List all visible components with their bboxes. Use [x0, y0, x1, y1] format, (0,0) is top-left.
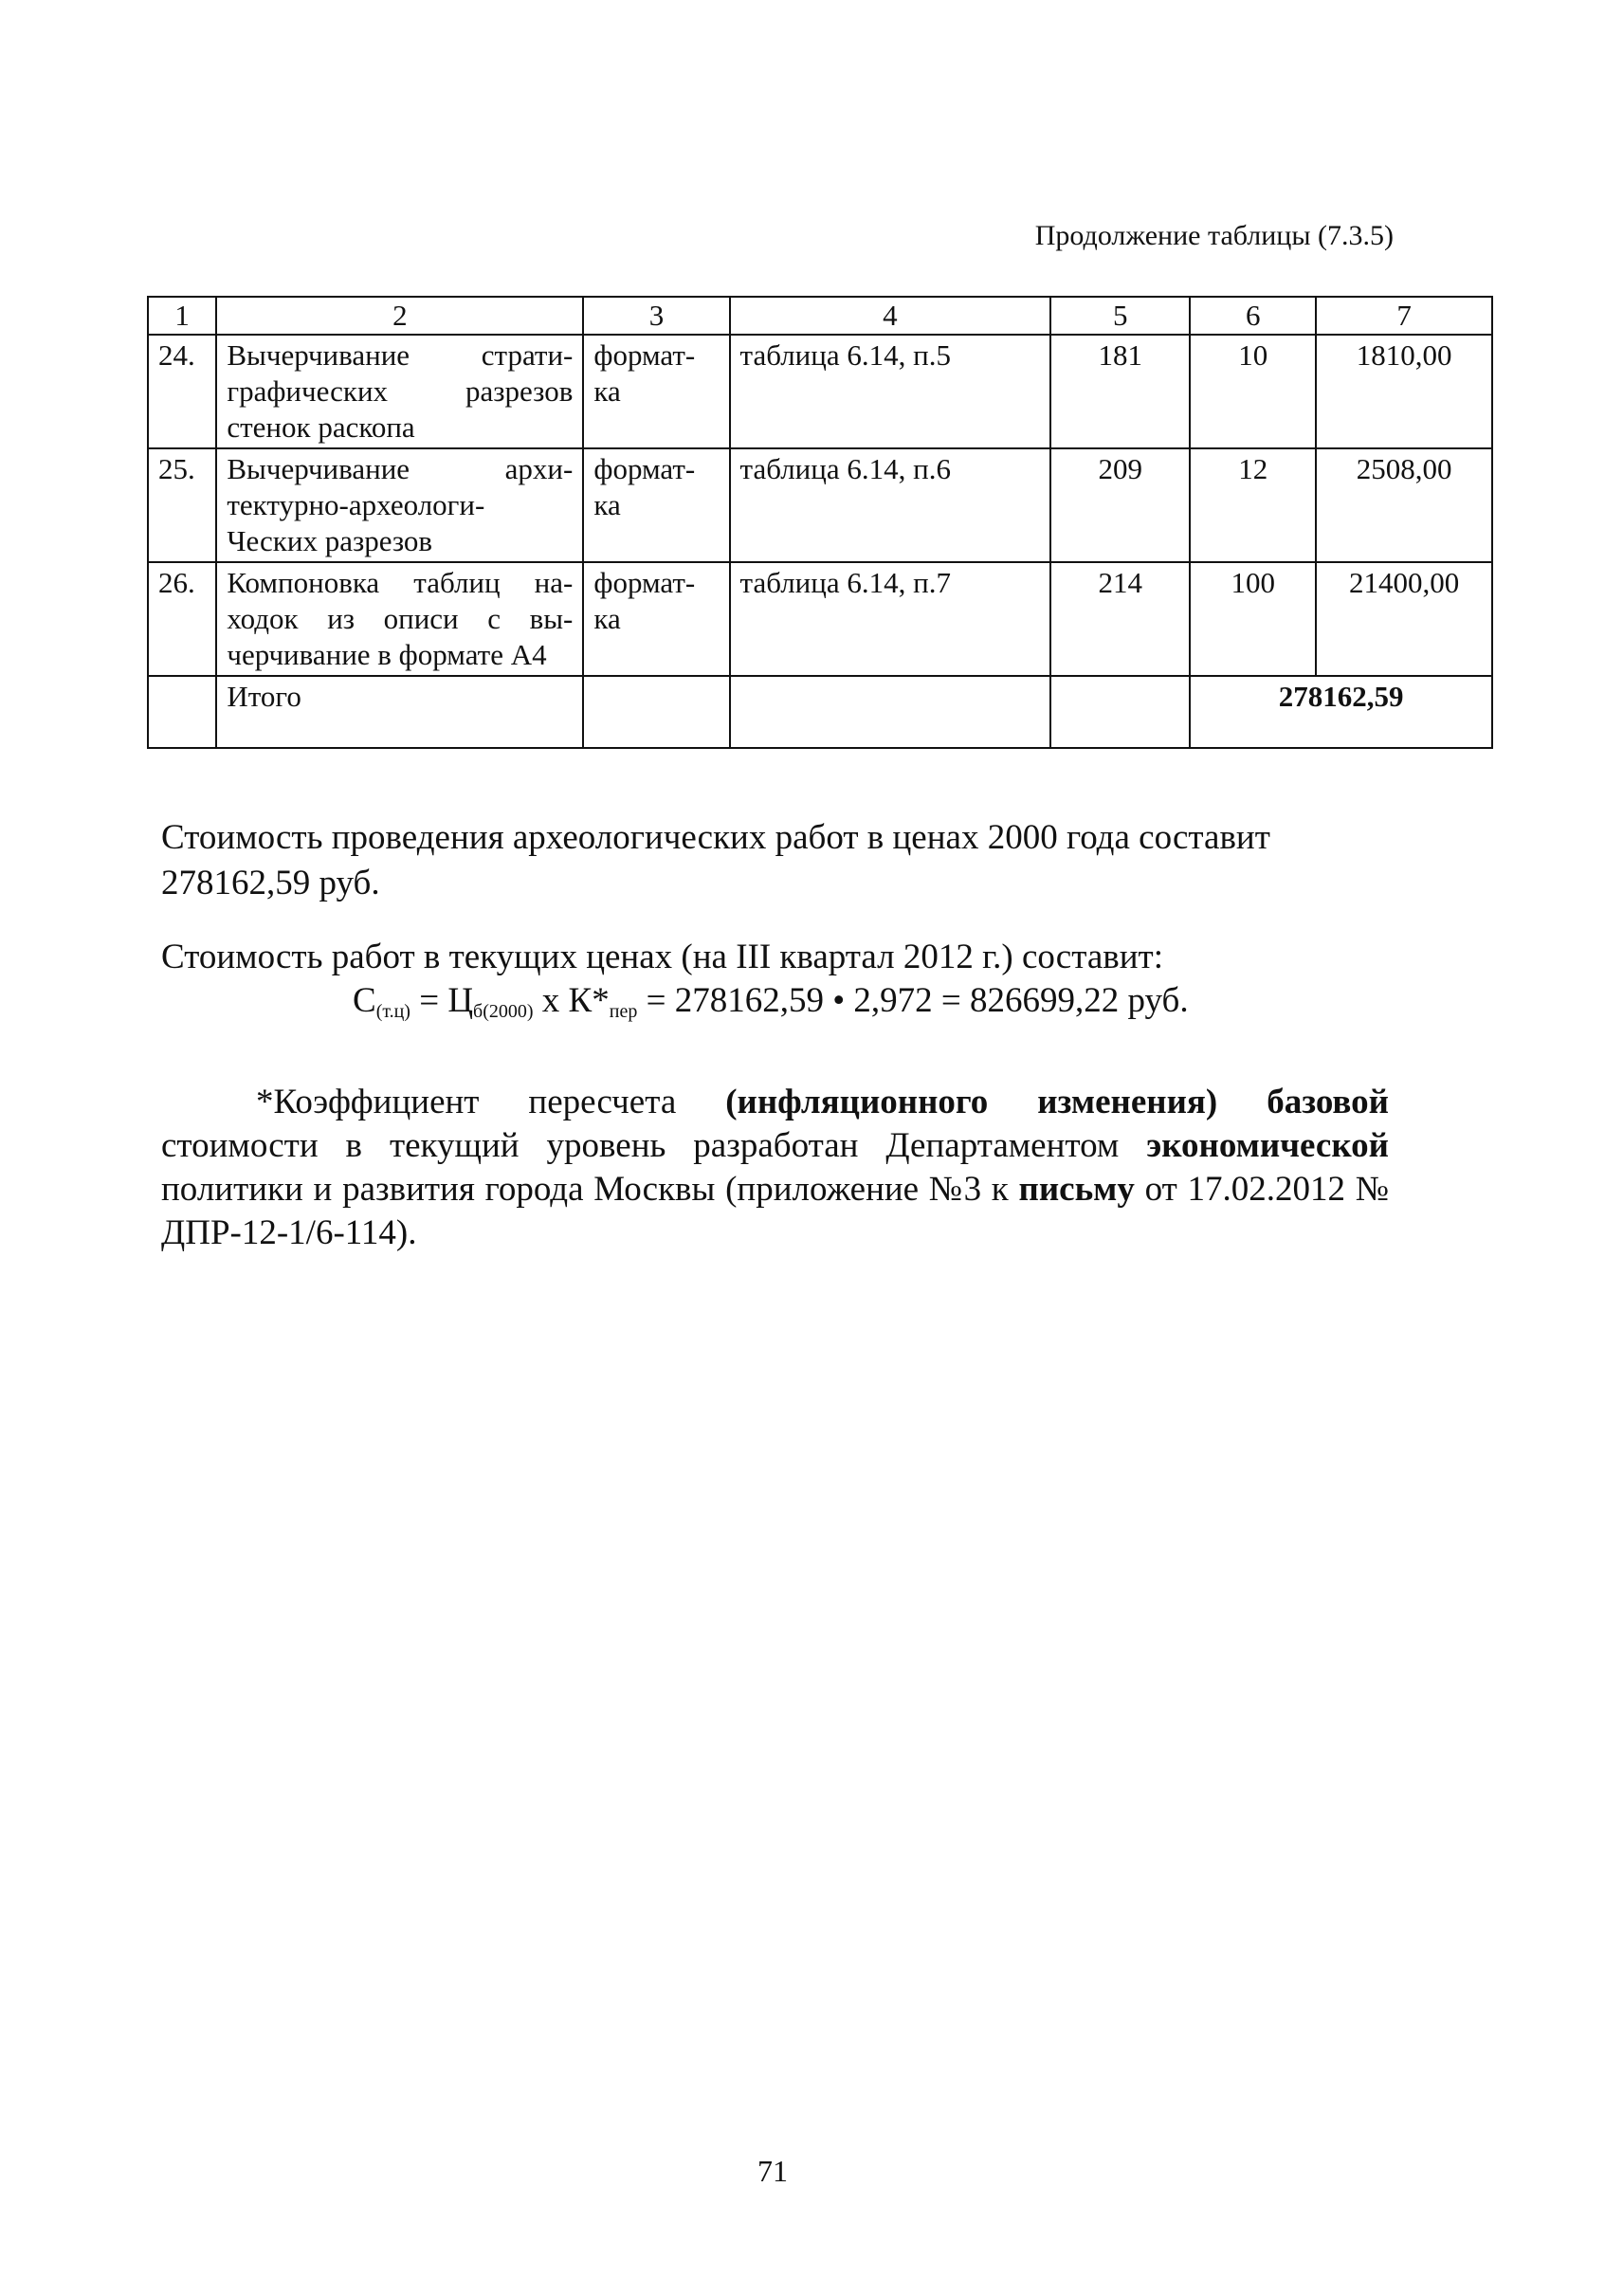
col6-value: 10: [1190, 335, 1316, 448]
cost-value: 2508,00: [1316, 448, 1492, 562]
cost-value: 21400,00: [1316, 562, 1492, 676]
col5-value: 181: [1050, 335, 1190, 448]
row-number: 24.: [148, 335, 216, 448]
formula-c-subscript: (т.ц): [375, 1001, 410, 1022]
table-continuation-caption: Продолжение таблицы (7.3.5): [1034, 220, 1394, 251]
formula-c: С: [353, 981, 376, 1020]
current-cost-paragraph: Стоимость работ в текущих ценах (на III квартал 2012 г.) составит:: [161, 938, 1163, 976]
work-name: Вычерчивание страти-графических разрезов стенок раскопа: [216, 335, 583, 448]
empty-cell: [148, 676, 216, 748]
formula-mult: х К*: [533, 981, 610, 1020]
source-reference: таблица 6.14, п.6: [730, 448, 1051, 562]
footnote-text-4: от 17.02.2012 № ДПР-12-1/6-114).: [161, 1170, 1389, 1252]
empty-cell: [1050, 676, 1190, 748]
header-col-4: 4: [730, 297, 1051, 335]
header-col-2: 2: [216, 297, 583, 335]
page-number: 71: [757, 2154, 788, 2188]
footnote-bold-1: (инфляционного изменения) базовой: [725, 1083, 1389, 1121]
header-col-7: 7: [1316, 297, 1492, 335]
col6-value: 12: [1190, 448, 1316, 562]
header-col-1: 1: [148, 297, 216, 335]
cost-table: [147, 296, 1493, 749]
unit: формат-ка: [583, 448, 729, 562]
source-reference: таблица 6.14, п.7: [730, 562, 1051, 676]
footnote-text-1: *Коэффициент пересчета: [256, 1083, 726, 1121]
source-reference: таблица 6.14, п.5: [730, 335, 1051, 448]
table-header-row: [148, 297, 1492, 335]
row-number: 26.: [148, 562, 216, 676]
footnote-bold-3: письму: [1018, 1170, 1135, 1209]
formula-k-subscript: пер: [609, 1001, 638, 1022]
table-row: [148, 562, 1492, 676]
formula-ts-subscript: б(2000): [473, 1001, 534, 1022]
cost-2000-paragraph: Стоимость проведения археологических работ в ценах 2000 года составит 278162,59 руб.: [161, 818, 1270, 902]
footnote-bold-2: экономической: [1146, 1126, 1389, 1165]
cost-value: 1810,00: [1316, 335, 1492, 448]
empty-cell: [730, 676, 1051, 748]
work-name: Компоновка таблиц на-ходок из описи с вы-черчивание в формате А4: [216, 562, 583, 676]
work-name: Вычерчивание архи-тектурно-археологи-Ческих разрезов: [216, 448, 583, 562]
total-value: 278162,59: [1190, 676, 1492, 748]
table-row: [148, 448, 1492, 562]
unit: формат-ка: [583, 562, 729, 676]
formula-eq: = Ц: [410, 981, 474, 1020]
unit: формат-ка: [583, 335, 729, 448]
col6-value: 100: [1190, 562, 1316, 676]
header-col-3: 3: [583, 297, 729, 335]
footnote-text-3: политики и развития города Москвы (приложение №3 к: [161, 1170, 1019, 1209]
footnote-text-2: стоимости в текущий уровень разработан Департаментом: [161, 1126, 1147, 1165]
total-label: Итого: [216, 676, 583, 748]
formula-result: = 278162,59 • 2,972 = 826699,22 руб.: [637, 981, 1189, 1020]
table-row: [148, 335, 1492, 448]
col5-value: 214: [1050, 562, 1190, 676]
col5-value: 209: [1050, 448, 1190, 562]
row-number: 25.: [148, 448, 216, 562]
header-col-6: 6: [1190, 297, 1316, 335]
coefficient-footnote: [161, 1081, 1389, 1255]
cost-formula: [353, 978, 1189, 1034]
table-total-row: [148, 676, 1492, 748]
empty-cell: [583, 676, 729, 748]
header-col-5: 5: [1050, 297, 1190, 335]
